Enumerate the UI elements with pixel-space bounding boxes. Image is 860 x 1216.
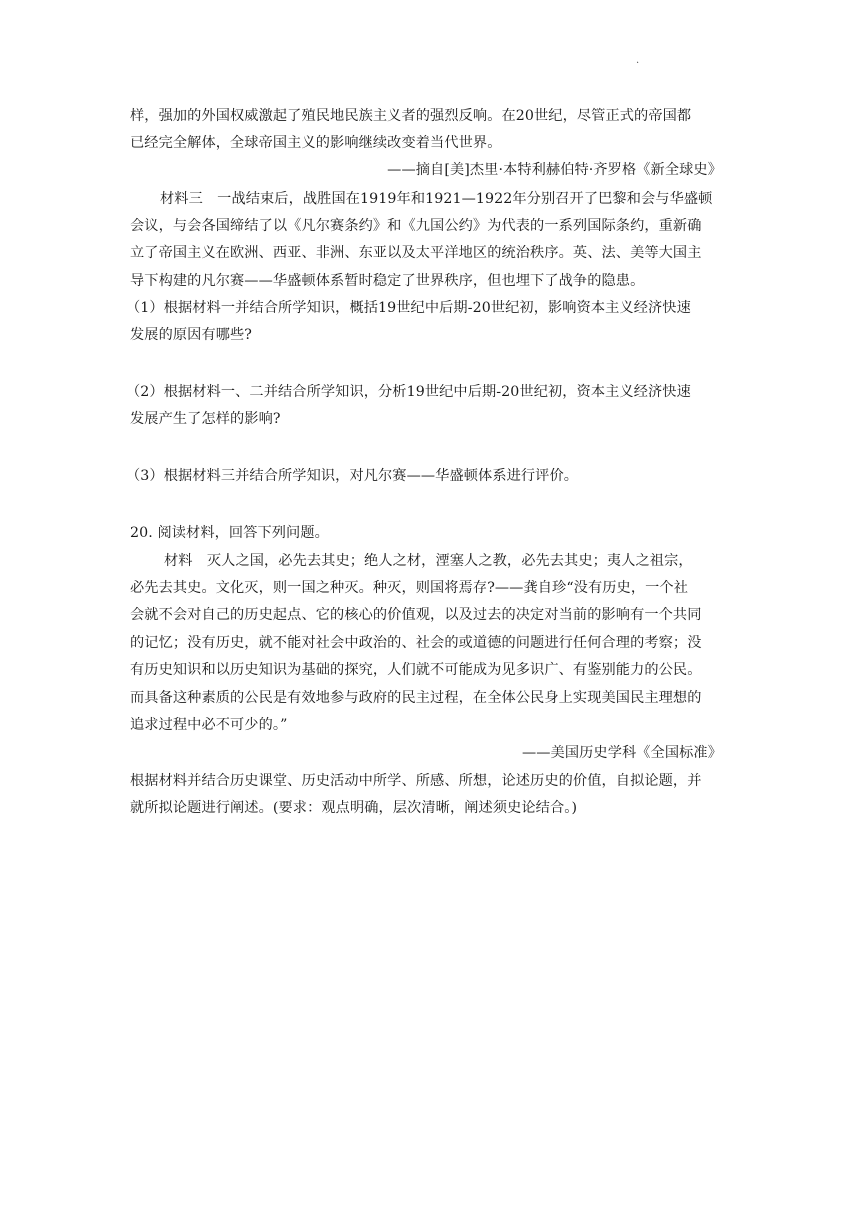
text-line: ——摘自[美]杰里·本特利赫伯特·齐罗格《新全球史》 bbox=[387, 162, 722, 178]
text-line: 发展产生了怎样的影响? bbox=[130, 411, 281, 427]
text-line: （2）根据材料一、二并结合所学知识，分析19世纪中后期-20世纪初，资本主义经济快速 bbox=[126, 384, 691, 400]
text-line: 立了帝国主义在欧洲、西亚、非洲、东亚以及太平洋地区的统治秩序。英、法、美等大国主 bbox=[130, 245, 702, 261]
text-line: （3）根据材料三并结合所学知识，对凡尔赛——华盛顿体系进行评价。 bbox=[126, 468, 579, 484]
text-line: 必先去其史。文化灭，则一国之种灭。种灭，则国将焉存?——龚自珍“没有历史，一个社 bbox=[130, 580, 688, 596]
text-line: （1）根据材料一并结合所学知识，概括19世纪中后期-20世纪初，影响资本主义经济快速 bbox=[126, 300, 691, 316]
text-line: 就所拟论题进行阐述。(要求：观点明确，层次清晰，阐述须史论结合。) bbox=[130, 800, 578, 816]
text-line: 而具备这种素质的公民是有效地参与政府的民主过程，在全体公民身上实现美国民主理想的 bbox=[130, 690, 702, 706]
text-line: ——美国历史学科《全国标准》 bbox=[521, 745, 722, 761]
text-line: 的记忆；没有历史，就不能对社会中政治的、社会的或道德的问题进行任何合理的考察；没 bbox=[130, 635, 702, 651]
text-line: 材料三 一战结束后，战胜国在1919年和1921—1922年分别召开了巴黎和会与华盛顿 bbox=[160, 191, 713, 207]
text-line: 追求过程中必不可少的。” bbox=[130, 717, 288, 733]
text-line: 发展的原因有哪些? bbox=[130, 327, 253, 343]
text-line: 导下构建的凡尔赛——华盛顿体系暂时稳定了世界秩序，但也埋下了战争的隐患。 bbox=[130, 273, 645, 289]
text-line: 有历史知识和以历史知识为基础的探究，人们就不可能成为见多识广、有鉴别能力的公民。 bbox=[130, 662, 702, 678]
text-line: 已经完全解体，全球帝国主义的影响继续改变着当代世界。 bbox=[130, 135, 502, 151]
text-line: 材料 灭人之国，必先去其史；绝人之材，湮塞人之教，必先去其史；夷人之祖宗， bbox=[164, 553, 693, 569]
text-line: 会就不会对自己的历史起点、它的核心的价值观，以及过去的决定对当前的影响有一个共同 bbox=[130, 607, 702, 623]
text-line: 20. 阅读材料，回答下列问题。 bbox=[130, 525, 329, 541]
text-line: 会议，与会各国缔结了以《凡尔赛条约》和《九国公约》为代表的一系列国际条约，重新确 bbox=[130, 218, 702, 234]
text-line: 根据材料并结合历史课堂、历史活动中所学、所感、所想，论述历史的价值，自拟论题，并 bbox=[130, 773, 702, 789]
header-mark: . bbox=[636, 55, 640, 66]
text-line: 样，强加的外国权威激起了殖民地民族主义者的强烈反响。在20世纪，尽管正式的帝国都 bbox=[130, 108, 692, 124]
